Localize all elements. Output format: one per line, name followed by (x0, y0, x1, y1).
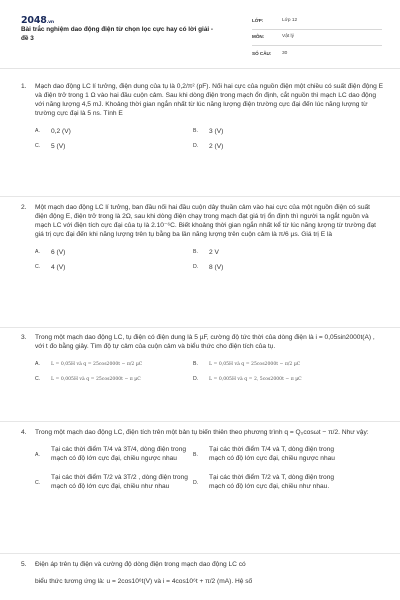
option-d[interactable] (193, 142, 351, 151)
question-divider (0, 327, 400, 328)
question-number: 5. (21, 561, 27, 568)
option-c[interactable] (35, 473, 193, 491)
question-5 (21, 560, 383, 586)
option-text: 2 (V) (209, 143, 224, 151)
option-letter: D. (193, 376, 199, 383)
meta-value: 30 (282, 50, 288, 56)
option-b[interactable] (193, 127, 351, 136)
option-a[interactable] (35, 445, 193, 463)
logo-suffix: .vn (46, 20, 54, 25)
question-text: Trong một mạch dao động LC, điện tích trên một bản tụ biến thiên theo phương trình q = Q₀cosωt − π/2. Như vậy: (35, 429, 369, 436)
question-number: 1. (21, 83, 27, 90)
answer-options (35, 445, 383, 491)
meta-label: SỐ CÂU: (252, 50, 272, 56)
meta-value: Vật lý (282, 34, 294, 40)
option-text: 5 (V) (51, 143, 66, 151)
option-letter: B. (193, 361, 198, 368)
option-d[interactable] (193, 473, 351, 491)
meta-table (252, 14, 382, 62)
meta-row-class (252, 14, 382, 30)
meta-value: Lớp 12 (282, 18, 298, 24)
option-text: Tại các thời điểm T/2 và 3T/2 , dòng điện trong mạch có độ lớn cực đại, chiều như nhau (51, 474, 188, 491)
option-c[interactable] (35, 376, 193, 383)
question-3 (21, 333, 383, 387)
question-text: Điện áp trên tụ điện và cường độ dòng điện trong mạch dao động LC có (35, 561, 246, 568)
option-text: 3 (V) (209, 128, 224, 136)
meta-row-subject (252, 30, 382, 46)
option-text: L = 0,05H và q = 25cos2000t − π/2 µC (209, 361, 301, 367)
option-b[interactable] (193, 361, 351, 368)
question-divider (0, 553, 400, 554)
answer-options (35, 357, 383, 387)
question-number: 4. (21, 429, 27, 436)
question-divider (0, 196, 400, 197)
option-letter: A. (35, 361, 40, 368)
question-text: Mạch dao động LC lí tưởng, điện dung của tụ là 0,2/π² (pF). Nối hai cực của nguồn điện một chiều có suất điện động E và điện trở trong 1 Ω vào hai đầu cuộn cảm. Sau khi dòng điện trong mạch ổn định, cắt nguồn thì mạch LC dao động với năng lượng 4,5 mJ. Khoảng thời gian ngắn nhất từ lúc năng lượng điện trường cực đại đến lúc năng lượng từ trường cực đại là 5 ns. Tính E (35, 83, 383, 118)
option-a[interactable] (35, 127, 193, 136)
question-text-continued: biểu thức tương ứng là: u = 2cos10⁶t(V) và i = 4cos10⁶t + π/2 (mA). Hệ số (35, 578, 253, 586)
option-text: 0,2 (V) (51, 128, 71, 136)
answer-options (35, 124, 383, 154)
option-letter: C. (35, 143, 41, 150)
option-c[interactable] (35, 142, 193, 151)
meta-label: LỚP: (252, 18, 264, 24)
option-text: 6 (V) (51, 249, 66, 257)
option-b[interactable] (193, 248, 351, 257)
document-title: Bài trắc nghiệm dao động điện từ chọn lọc cực hay có lời giải - đề 3 (21, 26, 214, 42)
question-4 (21, 428, 383, 491)
question-number: 3. (21, 334, 27, 341)
header-divider (0, 68, 400, 69)
question-number: 2. (21, 204, 27, 211)
option-a[interactable] (35, 248, 193, 257)
question-divider (0, 421, 400, 422)
question-1 (21, 82, 383, 154)
option-d[interactable] (193, 376, 351, 383)
option-letter: A. (35, 128, 40, 135)
meta-label: MÔN: (252, 34, 265, 40)
option-letter: B. (193, 452, 198, 459)
option-text: 2 V (209, 249, 219, 257)
meta-row-count (252, 46, 382, 62)
option-text: 8 (V) (209, 264, 224, 272)
option-letter: D. (193, 143, 199, 150)
question-text: Trong một mạch dao động LC, tụ điện có điện dung là 5 µF, cường độ tức thời của dòng điện là i = 0,05sin2000t(A) , với t đo bằng giây. Tìm độ tự cảm của cuộn cảm và biểu thức cho điện tích của tụ. (35, 334, 375, 351)
option-a[interactable] (35, 361, 193, 368)
option-letter: A. (35, 249, 40, 256)
page-header (0, 0, 400, 62)
option-c[interactable] (35, 263, 193, 272)
option-letter: C. (35, 480, 41, 487)
option-text: Tại các thời điểm T/4 và 3T/4, dòng điện trong mạch có độ lớn cực đại, chiều ngược nhau (51, 446, 187, 463)
option-b[interactable] (193, 445, 351, 463)
option-letter: D. (193, 264, 199, 271)
option-letter: B. (193, 128, 198, 135)
option-text: Tại các thời điểm T/2 và T, dòng điện trong mạch có độ lớn cực đại, chiều như nhau. (209, 474, 335, 491)
option-letter: C. (35, 376, 41, 383)
option-letter: A. (35, 452, 40, 459)
question-2 (21, 203, 383, 275)
option-text: 4 (V) (51, 264, 66, 272)
option-letter: D. (193, 480, 199, 487)
option-letter: C. (35, 264, 41, 271)
question-text: Một mạch dao động LC lí tưởng, ban đầu nối hai đầu cuộn dây thuần cảm vào hai cực của một nguồn điện có suất điện động E, điện trở trong là 2Ω, sau khi dòng điện chạy trong mạch đạt giá trị ổn định thì người ta ngắt nguồn và mạch LC với điện tích cực đại của tụ là 2.10⁻⁶C. Biết khoảng thời gian ngắn nhất kể từ lúc năng lượng từ trường đạt giá trị cực đại đến khi năng lượng trên tụ bằng ba lần năng lượng trên cuộn cảm là π/6 µs. Giá trị E là (35, 204, 376, 239)
option-d[interactable] (193, 263, 351, 272)
option-text: L = 0,005H và q = 2, 5cos2000t − π µC (209, 376, 302, 382)
answer-options (35, 245, 383, 275)
option-text: L = 0,005H và q = 25cos2000t − π µC (51, 376, 141, 382)
option-text: Tại các thời điểm T/4 và T, dòng điện trong mạch có độ lớn cực đại, chiều ngược nhau (209, 446, 335, 463)
logo-text: 2048 (21, 15, 47, 26)
option-letter: B. (193, 249, 198, 256)
option-text: L = 0,05H và q = 25cos2000t − π/2 µC (51, 361, 143, 367)
